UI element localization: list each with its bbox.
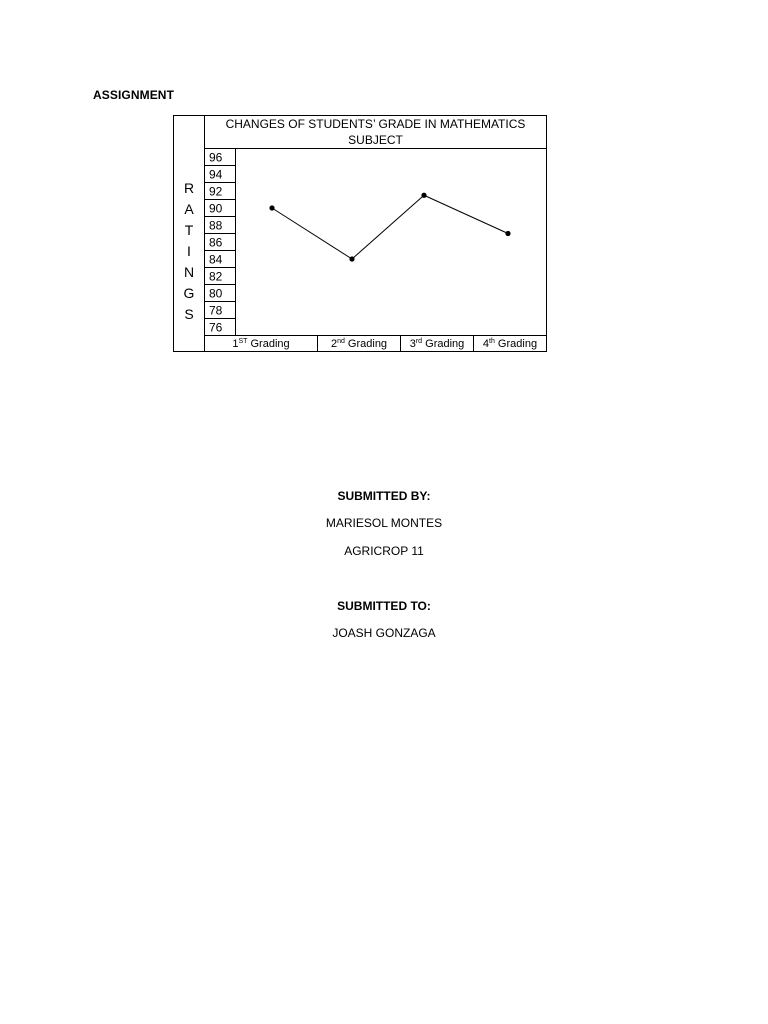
y-axis-label-letter: T: [184, 222, 194, 238]
y-axis-label-letter: R: [183, 180, 195, 196]
submitted-by-label: SUBMITTED BY:: [337, 489, 431, 503]
y-tick-label: 96: [209, 150, 223, 165]
y-tick-label: 92: [209, 184, 223, 199]
y-axis-label: [184, 180, 195, 322]
data-point: [421, 193, 426, 198]
y-axis-label-letter: S: [184, 306, 194, 322]
data-point: [269, 205, 274, 210]
y-tick-label: 94: [209, 167, 223, 182]
chart-title: [226, 117, 526, 147]
submitted-to-label: SUBMITTED TO:: [337, 599, 431, 613]
y-tick-label: 90: [209, 201, 223, 216]
chart-title-line1: CHANGES OF STUDENTS’ GRADE IN MATHEMATICS: [225, 117, 526, 131]
x-axis-categories: [232, 338, 537, 350]
y-axis-label-letter: N: [183, 264, 195, 280]
data-point: [505, 231, 510, 236]
submitted-by-name: MARIESOL MONTES: [325, 516, 443, 530]
y-axis-label-letter: A: [184, 201, 194, 217]
series-segment: [352, 195, 424, 259]
x-category-label: 3rd Grading: [409, 338, 465, 350]
series-segment: [424, 195, 508, 233]
y-axis-ticks: [209, 151, 223, 335]
y-tick-label: 88: [209, 218, 223, 233]
y-tick-label: 80: [209, 286, 223, 301]
series-line: [269, 193, 510, 262]
submitted-by-section: AGRICROP 11: [344, 544, 424, 558]
x-category-label: 2nd Grading: [330, 338, 388, 350]
y-axis-label-letter: G: [183, 285, 195, 301]
chart-title-line2: SUBJECT: [348, 133, 403, 147]
submitted-to-name: JOASH GONZAGA: [332, 626, 436, 640]
x-category-label: 4th Grading: [482, 338, 538, 350]
series-segment: [272, 208, 352, 259]
y-tick-label: 86: [209, 235, 223, 250]
y-tick-label: 78: [209, 303, 223, 318]
y-tick-label: 82: [209, 269, 223, 284]
data-point: [349, 256, 354, 261]
y-tick-label: 84: [209, 252, 223, 267]
x-category-label: 1ST Grading: [232, 338, 290, 350]
y-axis-label-letter: I: [187, 243, 191, 259]
chart-frame: [174, 116, 547, 352]
y-tick-label: 76: [209, 320, 223, 335]
assignment-heading: ASSIGNMENT: [93, 88, 175, 102]
